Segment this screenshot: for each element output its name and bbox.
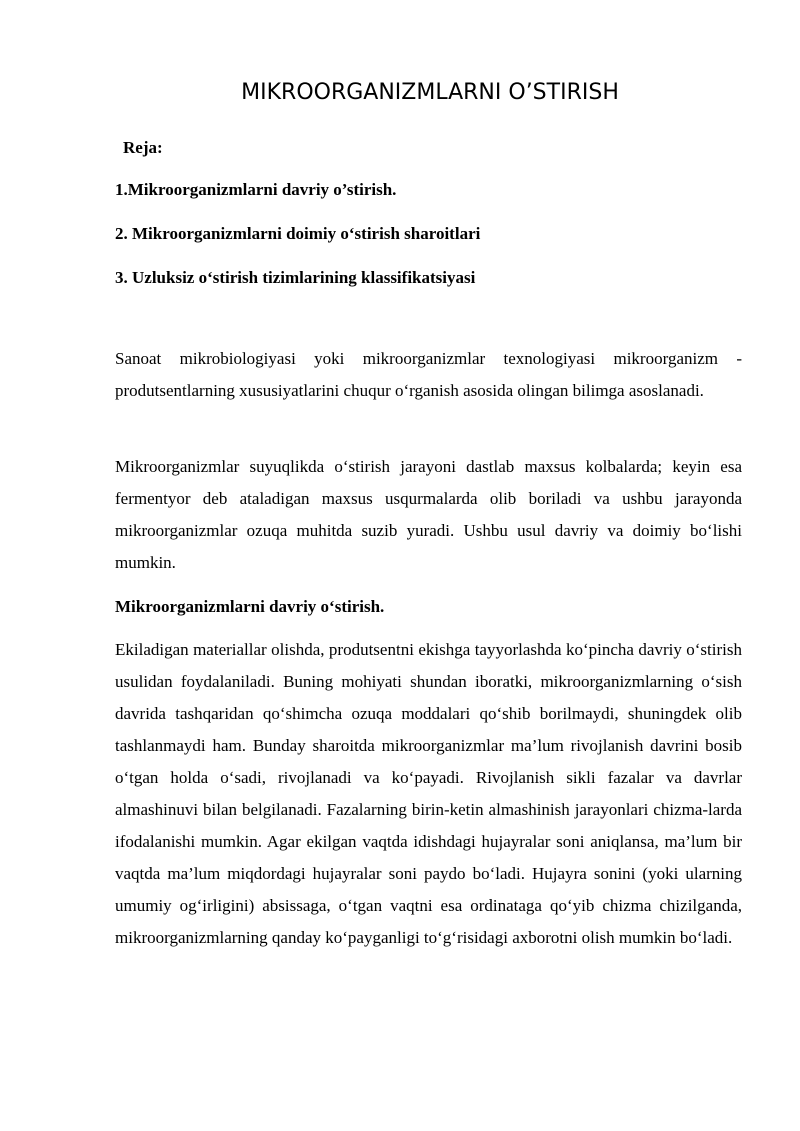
plan-item: 1.Mikroorganizmlarni davriy o’stirish. <box>115 180 397 199</box>
section-paragraph: Ekiladigan materiallar olishda, produtsentni ekishga tayyorlashda ko‘pincha davriy o‘stirish usulidan foydalaniladi. Buning mohiyati shundan iboratki, mikroorganizmlarning o‘sish davrida tashqaridan qo‘shimcha ozuqa moddalari qo‘shib borilmaydi, shuningdek olib tashlanmaydi ham. Bunday sharoitda mikroorganizmlar ma’lum rivojlanish davrini bosib o‘tgan holda o‘sadi, rivojlanadi va ko‘payadi. Rivojlanish sikli fazalar va davrlar almashinuvi bilan belgilanadi. Fazalarning birin-ketin almashinish jarayonlari chizma-larda ifodalanishi mumkin. Agar ekilgan vaqtda idishdagi hujayralar soni aniqlansa, ma’lum bir vaqtda ma’lum miqdordagi hujayralar soni paydo bo‘ladi. Hujayra sonini (yoki ularning umumiy og‘irligini) absissaga, o‘tgan vaqtni esa ordinataga qo‘yib chizma chizilganda, mikroorganizmlarning qanday ko‘payganligi to‘g‘risidagi axborotni olish mumkin bo‘ladi. <box>115 640 742 947</box>
body-paragraph: Mikroorganizmlar suyuqlikda o‘stirish jarayoni dastlab maxsus kolbalarda; keyin esa fermentyor deb ataladigan maxsus usqurmalarda olib boriladi va ushbu jarayonda mikroorganizmlar ozuqa muhitda suzib yuradi. Ushbu usul davriy va doimiy bo‘lishi mumkin. <box>115 457 742 572</box>
plan-item: 3. Uzluksiz o‘stirish tizimlarining klassifikatsiyasi <box>115 268 476 287</box>
document-title: MIKROORGANIZMLARNI O’STIRISH <box>241 80 619 105</box>
plan-label: Reja: <box>123 138 163 157</box>
plan-item: 2. Mikroorganizmlarni doimiy o‘stirish sharoitlari <box>115 224 481 243</box>
body-paragraph: Sanoat mikrobiologiyasi yoki mikroorganizmlar texnologiyasi mikroorganizm - produtsentlarning xususiyatlarini chuqur o‘rganish asosida olingan bilimga asoslanadi. <box>115 349 742 400</box>
section-heading: Mikroorganizmlarni davriy o‘stirish. <box>115 597 385 616</box>
